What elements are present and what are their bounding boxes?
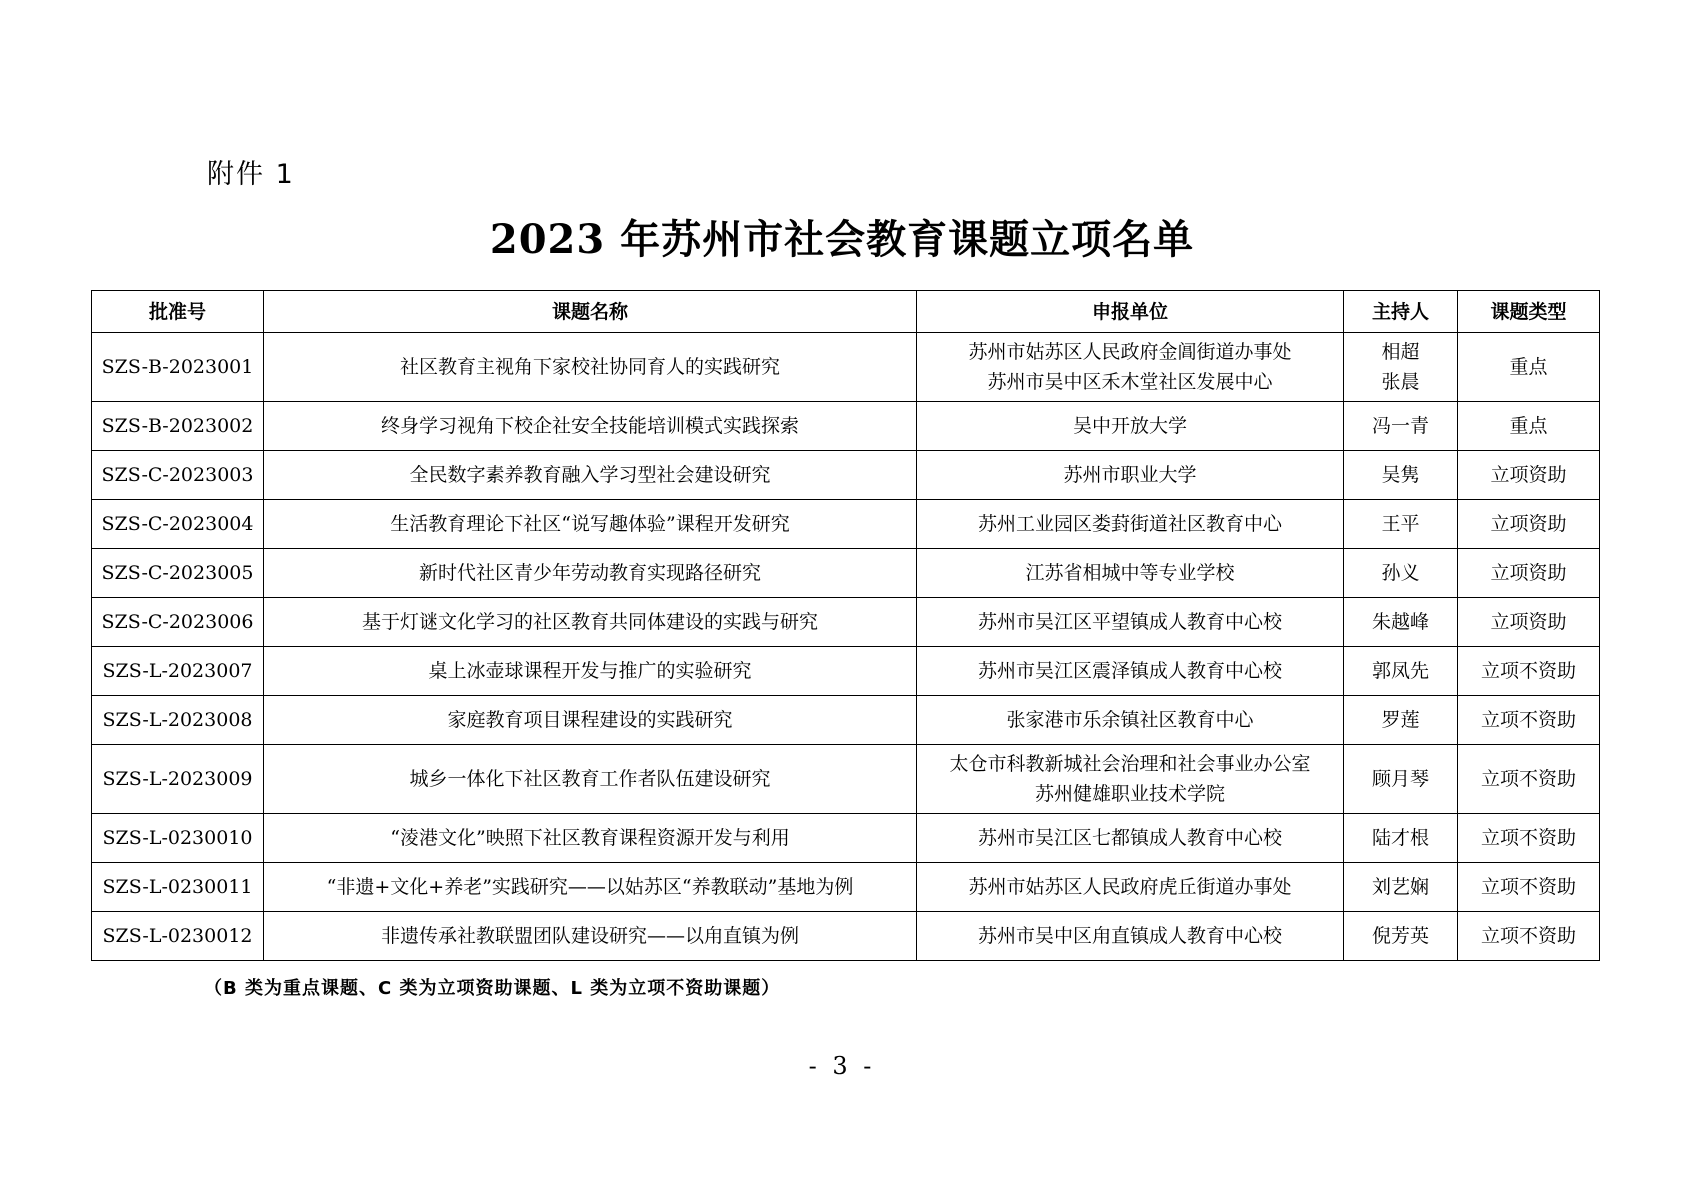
cell-type: 立项资助 xyxy=(1458,549,1600,598)
cell-unit-line: 苏州市吴江区七都镇成人教育中心校 xyxy=(977,827,1282,849)
cell-unit xyxy=(917,814,1344,863)
cell-unit xyxy=(917,696,1344,745)
cell-unit-line: 苏州市吴江区平望镇成人教育中心校 xyxy=(977,611,1282,633)
header-host: 主持人 xyxy=(1344,291,1458,333)
cell-unit xyxy=(917,863,1344,912)
cell-topic: “非遗+文化+养老”实践研究——以姑苏区“养教联动”基地为例 xyxy=(264,863,917,912)
cell-type: 立项资助 xyxy=(1458,500,1600,549)
cell-unit xyxy=(917,647,1344,696)
cell-type: 立项资助 xyxy=(1458,451,1600,500)
cell-unit xyxy=(917,402,1344,451)
cell-host xyxy=(1344,696,1458,745)
table-row xyxy=(92,598,1600,647)
cell-host-line: 朱越峰 xyxy=(1371,611,1429,633)
table-row xyxy=(92,451,1600,500)
cell-host-line: 王平 xyxy=(1381,513,1420,535)
cell-topic: 终身学习视角下校企社安全技能培训模式实践探索 xyxy=(264,402,917,451)
attachment-label: 附件 1 xyxy=(207,159,295,190)
table-row xyxy=(92,402,1600,451)
cell-host xyxy=(1344,451,1458,500)
cell-topic: 家庭教育项目课程建设的实践研究 xyxy=(264,696,917,745)
project-list-table xyxy=(91,290,1600,961)
document-title: 2023 年苏州市社会教育课题立项名单 xyxy=(489,216,1195,263)
cell-host xyxy=(1344,549,1458,598)
cell-host xyxy=(1344,647,1458,696)
cell-unit-line: 江苏省相城中等专业学校 xyxy=(1025,562,1235,584)
cell-type: 重点 xyxy=(1458,402,1600,451)
cell-unit xyxy=(917,745,1344,814)
cell-unit xyxy=(917,451,1344,500)
table-row xyxy=(92,647,1600,696)
cell-unit xyxy=(917,912,1344,961)
cell-id: SZS-B-2023002 xyxy=(92,402,264,451)
cell-type: 立项不资助 xyxy=(1458,814,1600,863)
cell-host xyxy=(1344,598,1458,647)
cell-id: SZS-L-0230010 xyxy=(92,814,264,863)
cell-host xyxy=(1344,333,1458,402)
cell-id: SZS-L-2023007 xyxy=(92,647,264,696)
cell-type: 立项不资助 xyxy=(1458,745,1600,814)
cell-unit-line: 吴中开放大学 xyxy=(1072,415,1187,437)
header-type: 课题类型 xyxy=(1458,291,1600,333)
cell-unit xyxy=(917,500,1344,549)
table-row xyxy=(92,863,1600,912)
table-row xyxy=(92,500,1600,549)
cell-unit-line: 苏州市姑苏区人民政府虎丘街道办事处 xyxy=(968,876,1292,898)
cell-unit xyxy=(917,333,1344,402)
cell-topic: 新时代社区青少年劳动教育实现路径研究 xyxy=(264,549,917,598)
table-row xyxy=(92,814,1600,863)
cell-host-line: 顾月琴 xyxy=(1371,768,1429,790)
cell-unit-line: 苏州市吴中区甪直镇成人教育中心校 xyxy=(977,925,1282,947)
table-body xyxy=(92,333,1600,961)
cell-id: SZS-C-2023003 xyxy=(92,451,264,500)
cell-unit-line: 苏州市吴中区禾木堂社区发展中心 xyxy=(987,371,1273,393)
cell-topic: 桌上冰壶球课程开发与推广的实验研究 xyxy=(264,647,917,696)
cell-topic: 基于灯谜文化学习的社区教育共同体建设的实践与研究 xyxy=(264,598,917,647)
cell-unit-line: 苏州工业园区娄葑街道社区教育中心 xyxy=(977,513,1282,535)
cell-type: 立项资助 xyxy=(1458,598,1600,647)
cell-host-line: 刘艺娴 xyxy=(1371,876,1429,898)
cell-host-line: 倪芳英 xyxy=(1371,925,1429,947)
cell-type: 立项不资助 xyxy=(1458,696,1600,745)
cell-topic: 城乡一体化下社区教育工作者队伍建设研究 xyxy=(264,745,917,814)
header-topic: 课题名称 xyxy=(264,291,917,333)
cell-host xyxy=(1344,863,1458,912)
cell-type: 立项不资助 xyxy=(1458,912,1600,961)
footnote: （B 类为重点课题、C 类为立项资助课题、L 类为立项不资助课题） xyxy=(204,978,781,999)
cell-host-line: 吴隽 xyxy=(1381,464,1420,486)
cell-id: SZS-L-2023008 xyxy=(92,696,264,745)
cell-id: SZS-L-2023009 xyxy=(92,745,264,814)
cell-topic: “淩港文化”映照下社区教育课程资源开发与利用 xyxy=(264,814,917,863)
cell-host-line: 张晨 xyxy=(1381,371,1420,393)
page-number: - 3 - xyxy=(808,1052,876,1080)
cell-topic: 社区教育主视角下家校社协同育人的实践研究 xyxy=(264,333,917,402)
table-row xyxy=(92,333,1600,402)
table-row xyxy=(92,696,1600,745)
cell-host xyxy=(1344,745,1458,814)
header-id: 批准号 xyxy=(92,291,264,333)
cell-host-line: 陆才根 xyxy=(1371,827,1429,849)
cell-unit xyxy=(917,598,1344,647)
cell-host-line: 相超 xyxy=(1381,341,1420,363)
cell-unit xyxy=(917,549,1344,598)
cell-host xyxy=(1344,814,1458,863)
table-header-row xyxy=(92,291,1600,333)
cell-host xyxy=(1344,402,1458,451)
cell-id: SZS-L-0230011 xyxy=(92,863,264,912)
cell-host-line: 罗莲 xyxy=(1381,709,1420,731)
header-unit: 申报单位 xyxy=(917,291,1344,333)
cell-id: SZS-C-2023005 xyxy=(92,549,264,598)
cell-unit-line: 张家港市乐余镇社区教育中心 xyxy=(1006,709,1254,731)
cell-topic: 全民数字素养教育融入学习型社会建设研究 xyxy=(264,451,917,500)
cell-unit-line: 苏州市吴江区震泽镇成人教育中心校 xyxy=(977,660,1282,682)
cell-topic: 非遗传承社教联盟团队建设研究——以甪直镇为例 xyxy=(264,912,917,961)
cell-type: 重点 xyxy=(1458,333,1600,402)
cell-unit-line: 太仓市科教新城社会治理和社会事业办公室 xyxy=(949,753,1311,775)
cell-host xyxy=(1344,500,1458,549)
cell-id: SZS-C-2023006 xyxy=(92,598,264,647)
table-row xyxy=(92,912,1600,961)
cell-host-line: 冯一青 xyxy=(1371,415,1429,437)
cell-type: 立项不资助 xyxy=(1458,647,1600,696)
cell-host-line: 郭凤先 xyxy=(1371,660,1429,682)
table-row xyxy=(92,745,1600,814)
cell-host-line: 孙义 xyxy=(1381,562,1420,584)
cell-host xyxy=(1344,912,1458,961)
table-row xyxy=(92,549,1600,598)
cell-id: SZS-L-0230012 xyxy=(92,912,264,961)
cell-unit-line: 苏州市姑苏区人民政府金阊街道办事处 xyxy=(968,341,1292,363)
cell-type: 立项不资助 xyxy=(1458,863,1600,912)
cell-unit-line: 苏州市职业大学 xyxy=(1063,464,1197,486)
cell-id: SZS-B-2023001 xyxy=(92,333,264,402)
cell-id: SZS-C-2023004 xyxy=(92,500,264,549)
cell-topic: 生活教育理论下社区“说写趣体验”课程开发研究 xyxy=(264,500,917,549)
cell-unit-line: 苏州健雄职业技术学院 xyxy=(1034,783,1225,805)
